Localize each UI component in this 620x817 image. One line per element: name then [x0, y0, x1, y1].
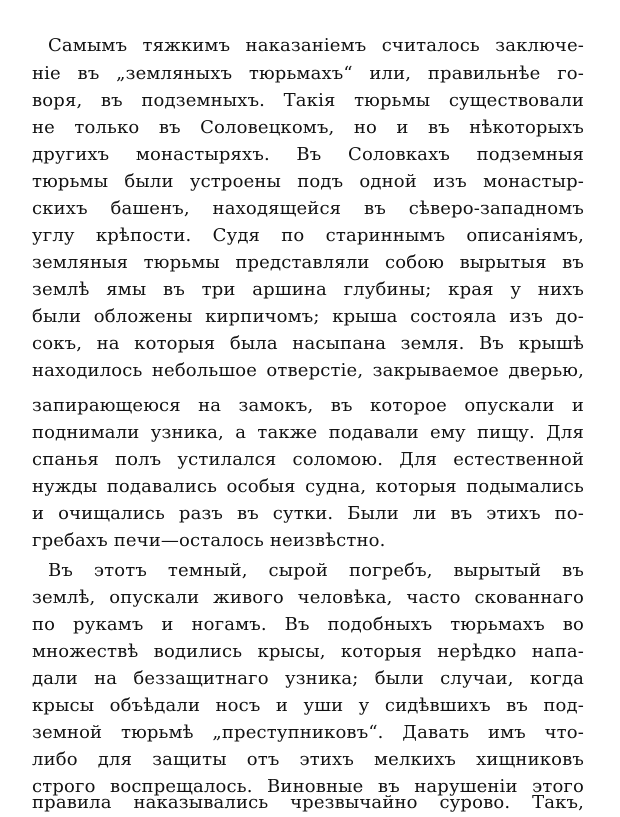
text-line: дали на беззащитнаго узника; были случаи, когда	[32, 668, 584, 689]
text-line: землѣ ямы въ три аршина глубины; края у нихъ	[32, 279, 584, 300]
text-line: запирающеюся на замокъ, въ которое опускали и	[32, 395, 584, 416]
text-line: строго воспрещалось. Виновные въ нарушенiи этого	[32, 776, 584, 797]
text-line: спанья полъ устилался соломою. Для естественной	[32, 449, 584, 470]
text-line: нiе въ „земляныхъ тюрьмахъ“ или, правильнѣе го-	[32, 63, 584, 84]
text-line: сокъ, на которыя была насыпана земля. Въ крышѣ	[32, 333, 584, 354]
text-line: земляныя тюрьмы представляли собою вырытыя въ	[32, 252, 584, 273]
text-line: не только въ Соловецкомъ, но и въ нѣкоторыхъ	[32, 117, 584, 138]
text-line: и очищались разъ въ сутки. Были ли въ этихъ по-	[32, 503, 584, 524]
text-line: другихъ монастыряхъ. Въ Соловкахъ подземныя	[32, 144, 584, 165]
text-line: нужды подавались особыя судна, которыя подымались	[32, 476, 584, 497]
text-line: тюрьмы были устроены подъ одной изъ монастыр-	[32, 171, 584, 192]
text-line: были обложены кирпичомъ; крыша состояла изъ до-	[32, 306, 584, 327]
text-line: скихъ башенъ, находящейся въ сѣверо-западномъ	[32, 198, 584, 219]
text-line: земной тюрьмѣ „преступниковъ“. Давать имъ что-	[32, 722, 584, 743]
text-line: землѣ, опускали живого человѣка, часто скованнаго	[32, 587, 584, 608]
text-line: гребахъ печи—осталось неизвѣстно.	[32, 530, 386, 551]
text-line: воря, въ подземныхъ. Такiя тюрьмы существовали	[32, 90, 584, 111]
text-line: Въ этотъ темный, сырой погребъ, вырытый въ	[48, 560, 584, 581]
text-line: углу крѣпости. Судя по стариннымъ описанiямъ,	[32, 225, 584, 246]
text-line: Самымъ тяжкимъ наказанiемъ считалось заключе-	[48, 35, 584, 56]
text-line: множествѣ водились крысы, которыя нерѣдко напа-	[32, 641, 584, 662]
text-line: либо для защиты отъ этихъ мелкихъ хищниковъ	[32, 749, 584, 770]
text-line: правила наказывались чрезвычайно сурово. Такъ,	[32, 792, 584, 813]
text-line: находилось небольшое отверстiе, закрываемое дверью,	[32, 360, 584, 381]
text-line: по рукамъ и ногамъ. Въ подобныхъ тюрьмахъ во	[32, 614, 584, 635]
text-line: крысы объѣдали носъ и уши у сидѣвшихъ въ под-	[32, 695, 584, 716]
text-line: поднимали узника, а также подавали ему пищу. Для	[32, 422, 584, 443]
